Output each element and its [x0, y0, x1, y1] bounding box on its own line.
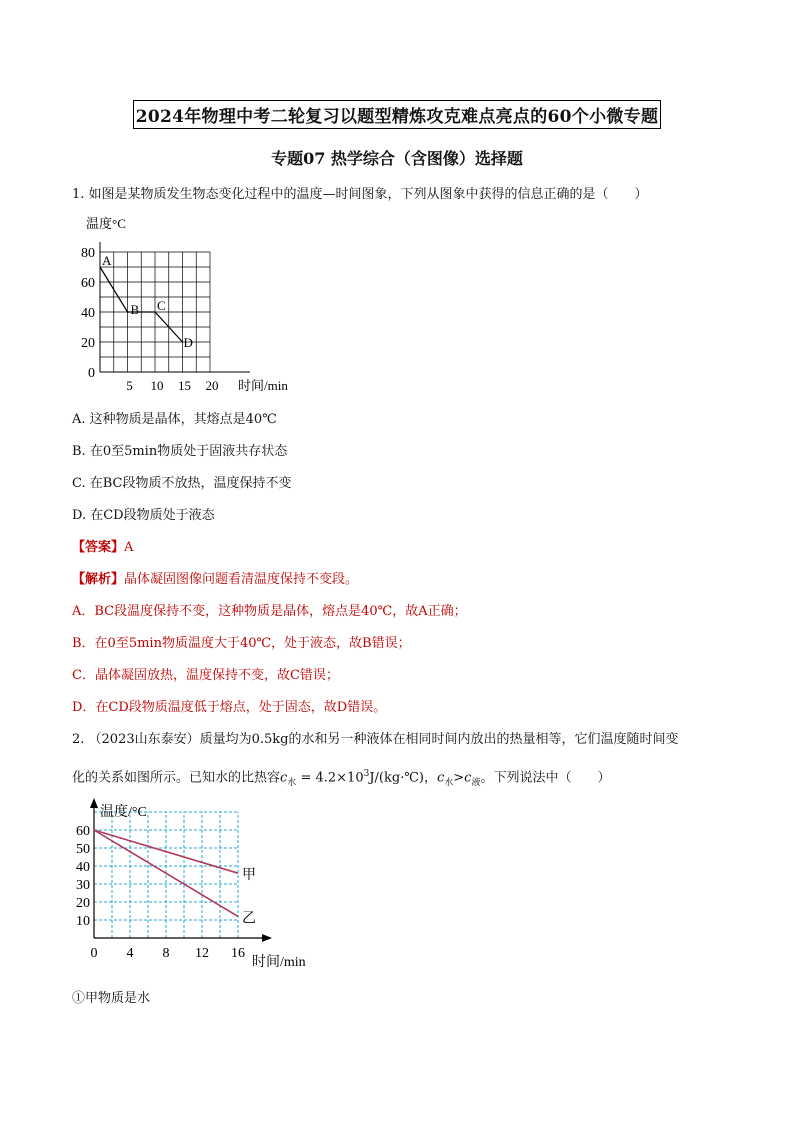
y-tick-label: 20: [76, 896, 90, 911]
x-axis-arrow: [262, 934, 272, 942]
q2-chart-grid: [94, 812, 238, 938]
c-symbol-2: c: [436, 770, 445, 786]
x-tick-label: 4: [126, 946, 134, 961]
y-axis-label: 温度°C: [86, 216, 126, 231]
q1-option-b: B. 在0至5min物质处于固液共存状态: [72, 444, 288, 459]
point-label: A: [102, 253, 112, 268]
q1-stem: 1. 如图是某物质发生物态变化过程中的温度—时间图象，下列从图象中获得的信息正确的是（ ）: [72, 187, 648, 202]
point-label: C: [157, 298, 166, 313]
c-liquid-sub: 液: [471, 777, 481, 788]
y-tick-label: 40: [76, 860, 90, 875]
q2-stem-end: 。下列说法中（ ）: [480, 770, 611, 786]
point-label: B: [130, 302, 140, 317]
c-unit: J/(kg·℃): [369, 770, 424, 786]
q1-analysis: [72, 571, 358, 589]
x-tick-label: 0: [90, 946, 98, 961]
q1-option-c: C. 在BC段物质不放热，温度保持不变: [72, 476, 292, 491]
c-water-sub: 水: [287, 777, 297, 788]
q1-explanation-a: A．BC段温度保持不变，这种物质是晶体，熔点是40℃，故A正确；: [72, 604, 467, 619]
answer-tag: 【答案】: [72, 540, 125, 555]
q1-explanation-c: C．晶体凝固放热，温度保持不变，故C错误；: [72, 668, 339, 683]
answer-value: A: [124, 540, 134, 555]
q2-stem-line1: 2. （2023山东泰安）质量均为0.5kg的水和另一种液体在相同时间内放出的热量相等，它们温度随时间变: [72, 732, 679, 747]
y-tick-label: 0: [88, 366, 95, 381]
x-tick-label: 5: [126, 378, 133, 393]
y-tick-label: 20: [81, 336, 95, 351]
y-tick-label: 80: [81, 246, 95, 261]
compare-sign: >: [453, 770, 465, 786]
y-tick-label: 60: [81, 276, 95, 291]
c-exponent: 3: [363, 769, 370, 779]
q1-chart-axes: [100, 242, 250, 372]
x-tick-label: 8: [162, 946, 170, 961]
q2-stem-line2: [72, 765, 610, 792]
y-tick-label: 40: [81, 306, 95, 321]
x-axis-label: 时间/min: [238, 378, 288, 393]
x-tick-label: 10: [150, 378, 164, 393]
q1-chart-labels: [81, 216, 288, 393]
y-axis-label: 温度/°C: [100, 805, 147, 820]
comma: ，: [423, 770, 437, 786]
x-tick-label: 20: [205, 378, 219, 393]
q2-stem-text: 化的关系如图所示。已知水的比热容: [72, 770, 281, 786]
q1-option-d: D. 在CD段物质处于液态: [72, 508, 215, 523]
q1-explanation-b: B．在0至5min物质温度大于40℃，处于液态，故B错误；: [72, 636, 411, 651]
q2-chart: [66, 798, 336, 978]
y-axis-arrow: [90, 798, 98, 808]
y-tick-label: 60: [76, 824, 90, 839]
point-label: D: [183, 335, 193, 350]
q2-statement-1: ①甲物质是水: [72, 991, 151, 1006]
y-tick-label: 10: [76, 914, 90, 929]
c-equals: = 4.2×10: [300, 770, 364, 786]
analysis-text: 晶体凝固图像问题看清温度保持不变段。: [124, 572, 359, 587]
q1-option-a: A. 这种物质是晶体，其熔点是40℃: [72, 412, 277, 427]
doc-title: 2024年物理中考二轮复习以题型精炼攻克难点亮点的60个小微专题: [133, 100, 662, 129]
q2-chart-labels: [76, 803, 306, 970]
q1-chart: [78, 210, 308, 405]
x-tick-label: 16: [231, 946, 245, 961]
analysis-tag: 【解析】: [72, 572, 125, 587]
q1-answer: [72, 539, 133, 557]
c-water-sub-2: 水: [444, 777, 454, 788]
y-tick-label: 50: [76, 842, 90, 857]
series-label: 乙: [242, 911, 256, 927]
y-tick-label: 30: [76, 878, 90, 893]
series-label: 甲: [242, 868, 256, 884]
x-tick-label: 12: [195, 946, 209, 961]
c-symbol-3: c: [464, 770, 472, 786]
c-symbol: c: [280, 770, 288, 786]
x-axis-label: 时间/min: [252, 955, 306, 970]
x-tick-label: 15: [178, 378, 191, 393]
q1-explanation-d: D．在CD段物质温度低于熔点，处于固态，故D错误。: [72, 700, 387, 715]
doc-title-wrap: [0, 100, 794, 129]
doc-subtitle: 专题07 热学综合（含图像）选择题: [271, 149, 523, 168]
